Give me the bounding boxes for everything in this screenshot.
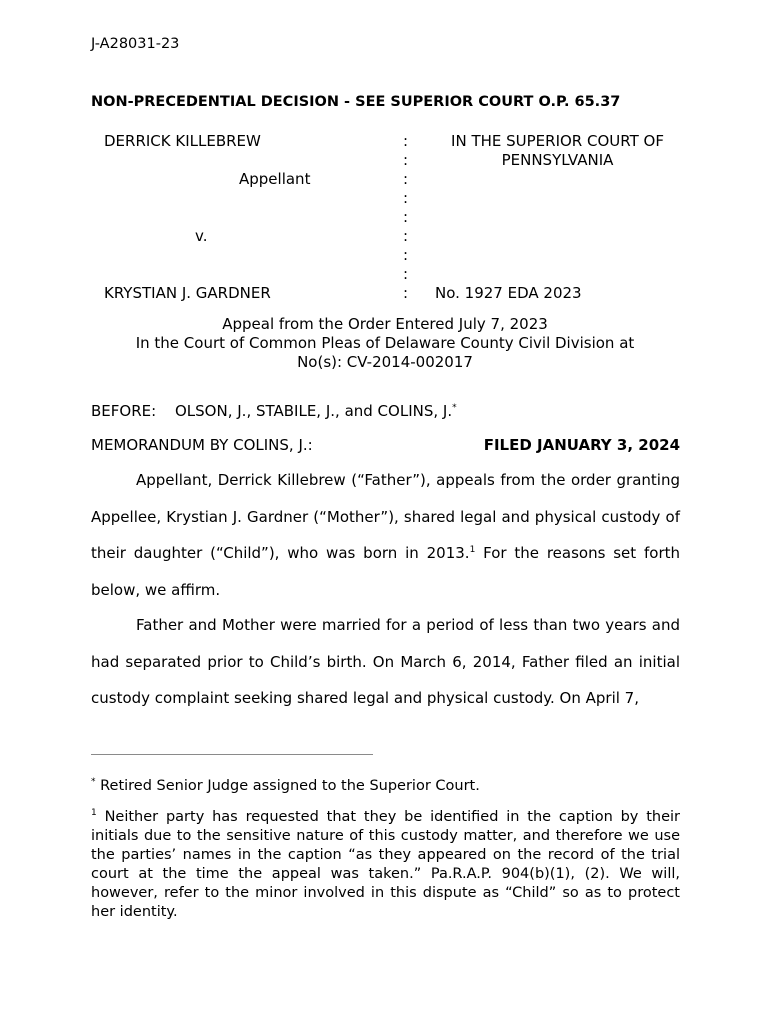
caption-colon: : — [403, 151, 409, 169]
footnote-star — [91, 777, 680, 796]
caption-colon: : — [403, 208, 409, 226]
caption-colon: : — [403, 170, 409, 188]
court-name-line2: PENNSYLVANIA — [501, 151, 614, 169]
panel-judges — [175, 402, 457, 420]
body-paragraph-1 — [91, 462, 680, 608]
case-number: No. 1927 EDA 2023 — [435, 284, 582, 302]
memorandum-author: MEMORANDUM BY COLINS, J.: — [91, 436, 313, 454]
caption-colon: : — [403, 189, 409, 207]
filed-date: FILED JANUARY 3, 2024 — [483, 436, 680, 454]
caption-colon: : — [403, 284, 409, 302]
judge-footnote-marker: * — [452, 403, 457, 413]
non-precedential-notice: NON-PRECEDENTIAL DECISION - SEE SUPERIOR COURT O.P. 65.37 — [91, 94, 621, 110]
body-paragraph-2 — [91, 607, 680, 717]
appellant-role: Appellant — [239, 170, 311, 188]
footnote-1-number: 1 — [91, 808, 97, 819]
caption-colon: : — [403, 246, 409, 264]
appellee-name: KRYSTIAN J. GARDNER — [104, 284, 271, 302]
footnote-star-text: Retired Senior Judge assigned to the Superior Court. — [95, 778, 480, 794]
appeal-info-line3: No(s): CV-2014-002017 — [297, 353, 473, 371]
docket-number: J-A28031-23 — [91, 36, 180, 52]
footnote-star-marker: * — [91, 777, 96, 788]
paragraph-1-text: Appellant, Derrick Killebrew (“Father”), appeals from the order granting Appellee, Krystian J. Gardner (“Mother”), shared legal and physical custody of their daughter (“Child”), who was born in 2013. — [91, 471, 680, 562]
caption-colon: : — [403, 132, 409, 150]
paragraph-2-text: Father and Mother were married for a period of less than two years and had separated prior to Child’s birth. On March 6, 2014, Father filed an initial custody complaint seeking shared legal and physical custody. On April 7, — [91, 616, 680, 707]
appeal-info-line2: In the Court of Common Pleas of Delaware County Civil Division at — [135, 334, 635, 352]
footnote-1 — [91, 808, 680, 922]
court-name-line1: IN THE SUPERIOR COURT OF — [451, 132, 664, 150]
caption-colon: : — [403, 227, 409, 245]
footnote-1-text: Neither party has requested that they be identified in the caption by their initials due to the sensitive nature of this custody matter, and therefore we use the parties’ names in the caption “as they appeared on the record of the trial court at the time the appeal was taken.” Pa.R.A.P. 904(b)(1), (2). We will, however, refer to the minor involved in this dispute as “Child” so as to protect her identity. — [91, 809, 680, 920]
paragraph-1-text-cont: For the reasons set forth below, we affirm. — [91, 544, 681, 599]
appeal-info-line1: Appeal from the Order Entered July 7, 2023 — [222, 315, 548, 333]
versus-label: v. — [195, 227, 208, 245]
footnote-separator — [91, 754, 373, 755]
caption-colon: : — [403, 265, 409, 283]
footnote-1-marker: 1 — [469, 545, 476, 555]
panel-judges-text: OLSON, J., STABILE, J., and COLINS, J. — [175, 402, 453, 420]
before-label: BEFORE: — [91, 402, 157, 420]
appellant-name: DERRICK KILLEBREW — [104, 132, 261, 150]
